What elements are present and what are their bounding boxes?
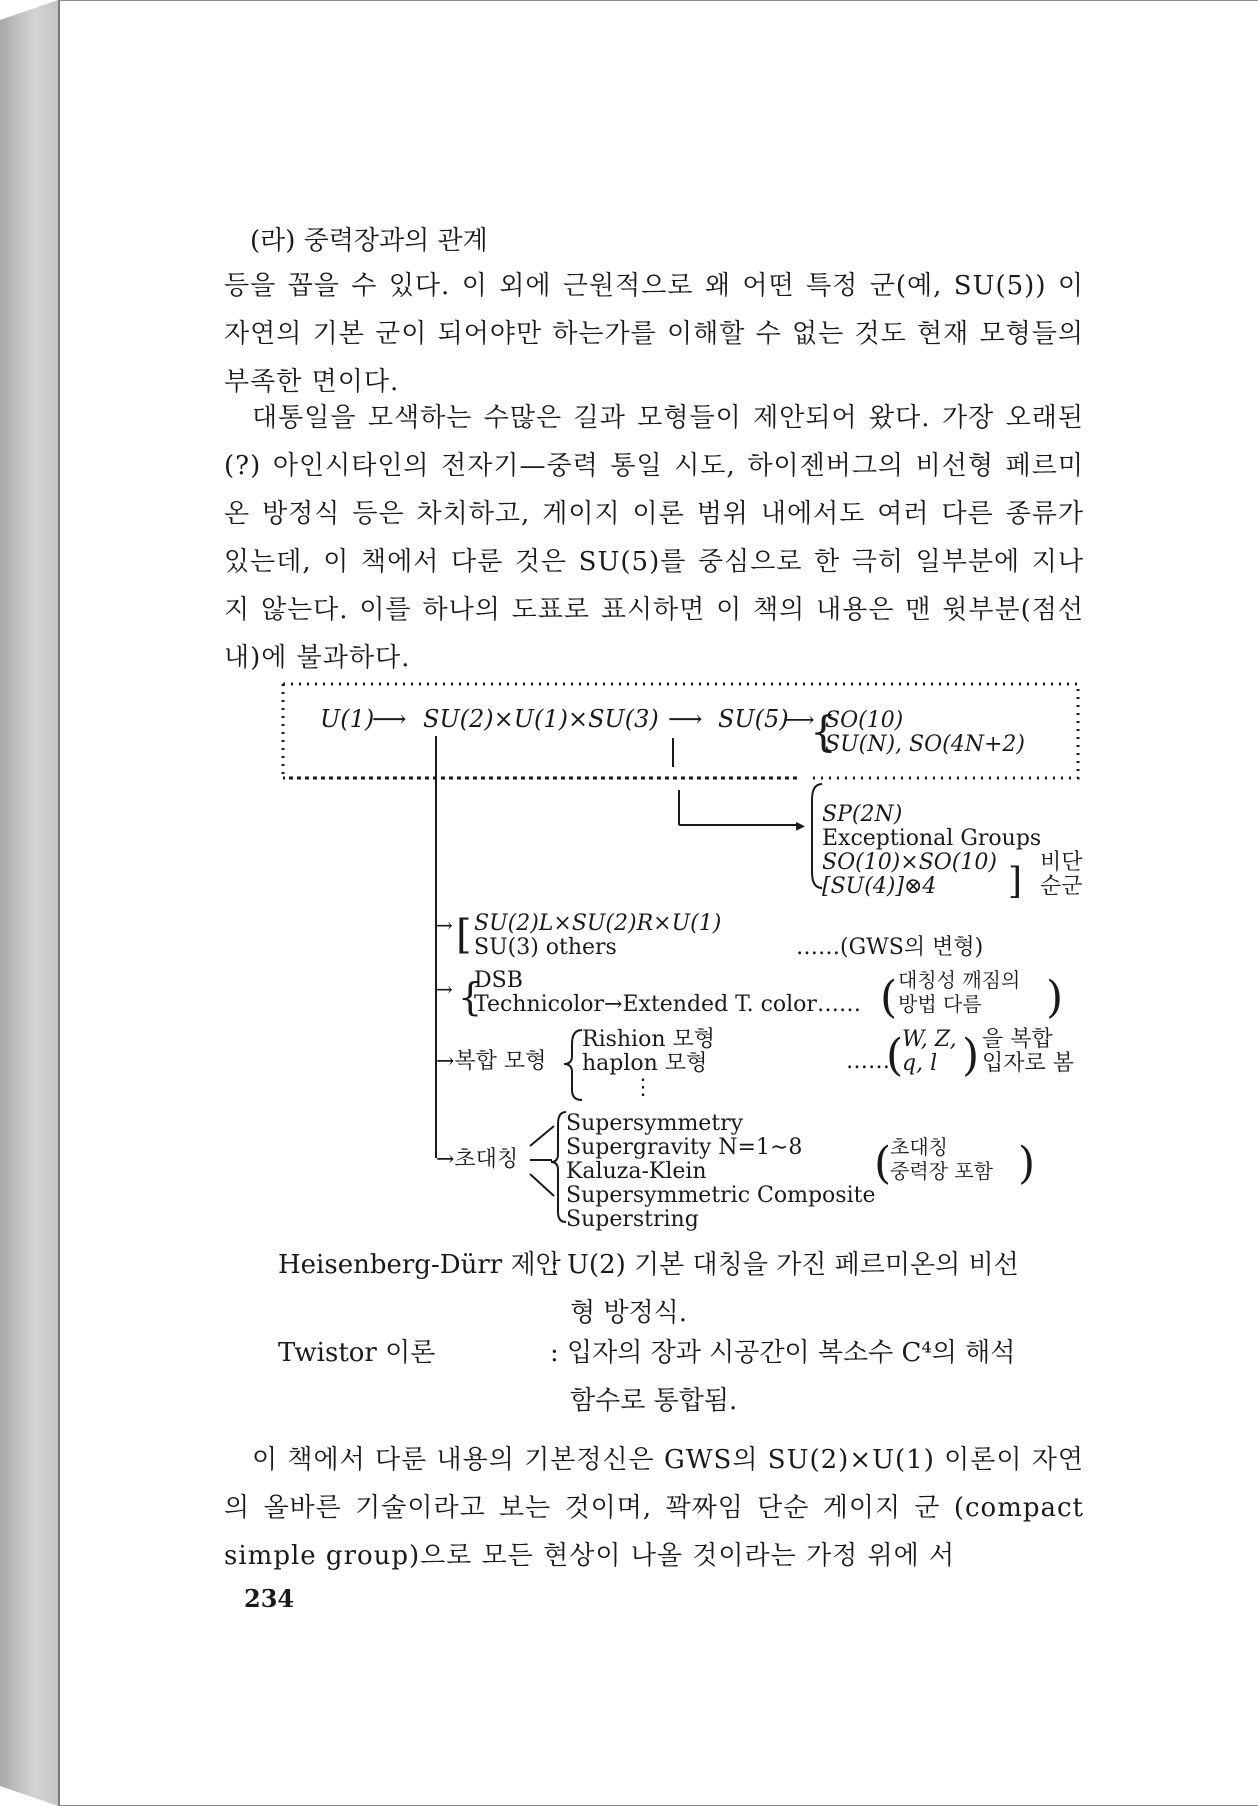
dsb-note-1: 대칭성 깨짐의 bbox=[898, 968, 1021, 992]
paragraph-3-text: 이 책에서 다룬 내용의 기본정신은 GWS의 SU(2)×U(1) 이론이 자연의 올바른 기술이라고 보는 것이며, 꽉짜임 단순 게이지 군 (compact simple group)으로 모든 현상이 나올 것이라는 가정 위에 서 bbox=[224, 1445, 1084, 1571]
theory-twistor-desc-1: : 입자의 장과 시공간이 복소수 C⁴의 해석 bbox=[550, 1338, 1016, 1368]
chain-arrow-1: ⟶ bbox=[372, 705, 407, 733]
susy-paren-open: ( bbox=[874, 1138, 892, 1189]
susy-brace bbox=[551, 1112, 566, 1222]
theory-heisenberg-desc-1: : U(2) 기본 대칭을 가진 페르미온의 비선 bbox=[550, 1250, 1019, 1280]
composite-note-2: 입자로 봄 bbox=[982, 1051, 1075, 1076]
lr-bracket: [ bbox=[456, 912, 472, 958]
dsb-line-1: DSB bbox=[474, 968, 523, 993]
composite-paren-open: ( bbox=[886, 1030, 904, 1081]
dsb-paren-open: ( bbox=[880, 972, 898, 1023]
susy-item-5: Superstring bbox=[566, 1207, 699, 1232]
theory-heisenberg-name: Heisenberg-Dürr 제안 bbox=[278, 1250, 561, 1280]
composite-paren-close: ) bbox=[962, 1030, 980, 1081]
chain-arrow-3: ⟶ bbox=[783, 708, 815, 733]
branch-exceptional: Exceptional Groups bbox=[822, 826, 1042, 851]
chain-brace-1: { bbox=[810, 707, 837, 756]
susy-note-1: 초대칭 bbox=[890, 1135, 948, 1159]
chain-sun: SU(N), SO(4N+2) bbox=[825, 732, 1025, 757]
composite-haplon: haplon 모형 bbox=[582, 1051, 708, 1076]
dsb-note-2: 방법 다름 bbox=[898, 992, 982, 1016]
branch-su4: [SU(4)]⊗4 bbox=[822, 874, 937, 899]
chain-arrow-2: ⟶ bbox=[668, 705, 703, 733]
composite-dots: …… bbox=[846, 1049, 890, 1074]
branch-so10so10: SO(10)×SO(10) bbox=[822, 850, 997, 875]
susy-item-3: Kaluza-Klein bbox=[566, 1159, 707, 1184]
paragraph-2-text: 대통일을 모색하는 수많은 길과 모형들이 제안되어 왔다. 가장 오래된(?) 아인시타인의 전자기—중력 통일 시도, 하이젠버그의 비선형 페르미온 방정식 등은 차치하고, 게이지 이론 범위 내에서도 여러 다른 종류가 있는데, 이 책에서 다룬 것은 SU(5)를 중심으로 한 극히 일부분에 지나지 않는다. 이를 하나의 도표로 표시하면 이 책의 내용은 맨 윗부분(점선 내)에 불과하다. bbox=[224, 403, 1084, 673]
susy-item-1: Supersymmetry bbox=[566, 1111, 744, 1136]
theory-twistor-name: Twistor 이론 bbox=[278, 1338, 436, 1368]
branch-note-2: 순군 bbox=[1040, 874, 1083, 899]
composite-vdots: ⋮ bbox=[632, 1075, 654, 1100]
composite-brace bbox=[564, 1030, 582, 1100]
branch-bracket: ] bbox=[1008, 861, 1023, 902]
susy-note-2: 중력장 포함 bbox=[890, 1159, 993, 1183]
section-label: (라) 중력장과의 관계 bbox=[250, 226, 488, 256]
chain-su2u1su3: SU(2)×U(1)×SU(3) bbox=[423, 705, 659, 733]
susy-slash-up bbox=[530, 1126, 554, 1146]
paragraph-1-text: 등을 꼽을 수 있다. 이 외에 근원적으로 왜 어떤 특정 군(예, SU(5)) 이 자연의 기본 군이 되어야만 하는가를 이해할 수 없는 것도 현재 모형들의 부족한 면이다. bbox=[224, 271, 1084, 397]
susy-paren-close: ) bbox=[1018, 1138, 1036, 1189]
theory-twistor-desc-2: 함수로 통합됨. bbox=[570, 1386, 738, 1416]
branch-sp2n: SP(2N) bbox=[822, 802, 903, 827]
lr-note: ……(GWS의 변형) bbox=[796, 935, 984, 960]
chain-so10: SO(10) bbox=[825, 708, 904, 733]
page-number: 234 bbox=[244, 1584, 295, 1613]
dsb-brace: { bbox=[458, 975, 483, 1019]
su5-branch-brace bbox=[812, 784, 822, 888]
chain-su5: SU(5) bbox=[718, 705, 789, 733]
composite-sym-2: q, l bbox=[902, 1051, 938, 1076]
susy-item-4: Supersymmetric Composite bbox=[566, 1183, 876, 1208]
dsb-paren-close: ) bbox=[1046, 972, 1064, 1023]
lr-line-1: SU(2)L×SU(2)R×U(1) bbox=[474, 911, 722, 936]
branch-note-1: 비단 bbox=[1040, 850, 1083, 875]
dsb-arrow: → bbox=[436, 977, 453, 1001]
composite-label: →복합 모형 bbox=[436, 1049, 547, 1074]
lr-line-2: SU(3) others bbox=[474, 935, 617, 960]
dsb-line-2: Technicolor→Extended T. color…… bbox=[474, 992, 861, 1017]
susy-item-2: Supergravity N=1∼8 bbox=[566, 1135, 803, 1160]
chain-u1: U(1) bbox=[320, 705, 375, 733]
susy-slash-down bbox=[530, 1174, 554, 1196]
composite-rishion: Rishion 모형 bbox=[582, 1027, 716, 1052]
paragraph-3 bbox=[224, 1436, 1084, 1580]
composite-sym-1: W, Z, bbox=[902, 1027, 957, 1052]
su5-branch-arrowhead: ▸ bbox=[796, 815, 806, 836]
lr-arrow: → bbox=[436, 913, 453, 937]
theory-heisenberg-desc-2: 형 방정식. bbox=[570, 1298, 687, 1328]
susy-label: →초대칭 bbox=[436, 1147, 519, 1172]
composite-note-1: 을 복합 bbox=[982, 1027, 1053, 1052]
